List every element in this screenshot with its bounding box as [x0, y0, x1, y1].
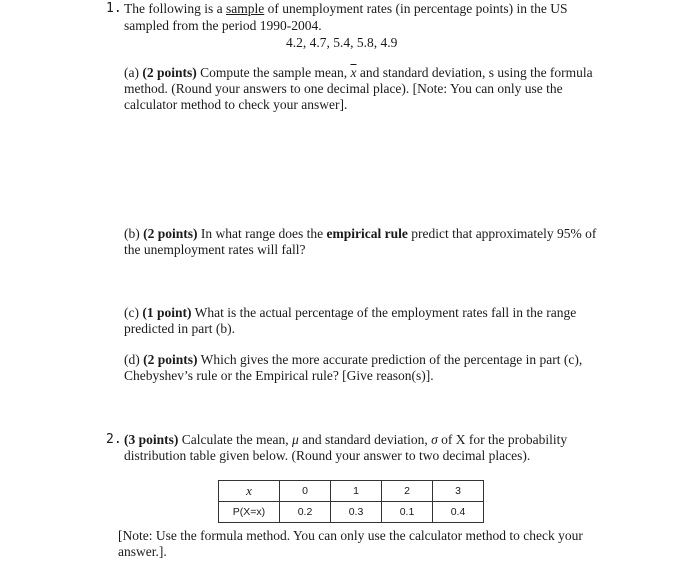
table-header-x: x	[219, 481, 280, 502]
note-line-1: [Note: Use the formula method. You can only use the calculator method to check your	[118, 528, 583, 543]
part-c-label: (c)	[124, 305, 143, 320]
part-a-line-2: method. (Round your answers to one decimal place). [Note: You can only use the	[124, 81, 563, 96]
table-cell-x: 2	[382, 481, 433, 502]
table-header-probability: P(X=x)	[219, 502, 280, 523]
part-c-points: (1 point)	[142, 305, 192, 320]
part-b-points: (2 points)	[143, 226, 198, 241]
part-c-line-2: predicted in part (b).	[124, 321, 235, 336]
x-bar-symbol: $\overline{x}$	[350, 65, 357, 80]
part-d-text: Which gives the more accurate prediction of the percentage in part (c),	[197, 352, 583, 367]
part-d-label: (d)	[124, 352, 144, 367]
table-cell-probability: 0.2	[280, 502, 331, 523]
part-c-line-1	[124, 304, 576, 321]
table-cell-x: 1	[331, 481, 382, 502]
data-values: 4.2, 4.7, 5.4, 5.8, 4.9	[286, 35, 398, 50]
part-d-line-1	[124, 351, 582, 368]
part-a-text: Compute the sample mean,	[196, 65, 351, 80]
question-2-line-2: distribution table given below. (Round your answer to two decimal places).	[124, 448, 531, 463]
stem-text: The following is a	[124, 1, 226, 16]
question-2-text-cont: of X for the probability	[437, 432, 568, 447]
part-b-line-2: the unemployment rates will fall?	[124, 242, 306, 257]
table-cell-x: 0	[280, 481, 331, 502]
question-2-number: 2.	[106, 432, 122, 447]
note-line-2: answer.].	[118, 544, 167, 559]
stem-text-cont: of unemployment rates (in percentage points) in the US	[264, 1, 568, 16]
table-row-probability	[219, 502, 484, 523]
part-a-line-1	[124, 64, 593, 81]
part-d-points: (2 points)	[143, 352, 198, 367]
question-1-stem-line-1	[124, 0, 568, 17]
part-b-line-1	[124, 225, 596, 242]
table-row-x	[219, 481, 484, 502]
part-a-label: (a)	[124, 65, 143, 80]
table-cell-probability: 0.4	[433, 502, 484, 523]
question-2-text: Calculate the mean,	[178, 432, 292, 447]
empirical-rule-term: empirical rule	[326, 226, 408, 241]
part-b-label: (b)	[124, 226, 144, 241]
part-a-text-cont: and standard deviation, s using the formula	[356, 65, 593, 80]
mu-symbol: μ	[291, 432, 299, 447]
question-1-number: 1.	[106, 1, 122, 16]
table-cell-probability: 0.3	[331, 502, 382, 523]
part-c-text: What is the actual percentage of the employment rates fall in the range	[191, 305, 577, 320]
question-1-stem-line-2: sampled from the period 1990-2004.	[124, 18, 322, 33]
table-cell-x: 3	[433, 481, 484, 502]
sigma-symbol: σ	[431, 432, 438, 447]
part-a-line-3: calculator method to check your answer].	[124, 97, 348, 112]
part-b-text: In what range does the	[197, 226, 327, 241]
question-2-points: (3 points)	[124, 432, 179, 447]
part-d-line-2: Chebyshev’s rule or the Empirical rule? [Give reason(s)].	[124, 368, 434, 383]
probability-distribution-table	[218, 480, 484, 523]
question-2-line-1	[124, 431, 567, 448]
question-2-text-mid: and standard deviation,	[298, 432, 432, 447]
part-a-points: (2 points)	[142, 65, 197, 80]
part-b-text-cont: predict that approximately 95% of	[407, 226, 597, 241]
sample-underlined-word: sample	[225, 1, 265, 16]
table-cell-probability: 0.1	[382, 502, 433, 523]
